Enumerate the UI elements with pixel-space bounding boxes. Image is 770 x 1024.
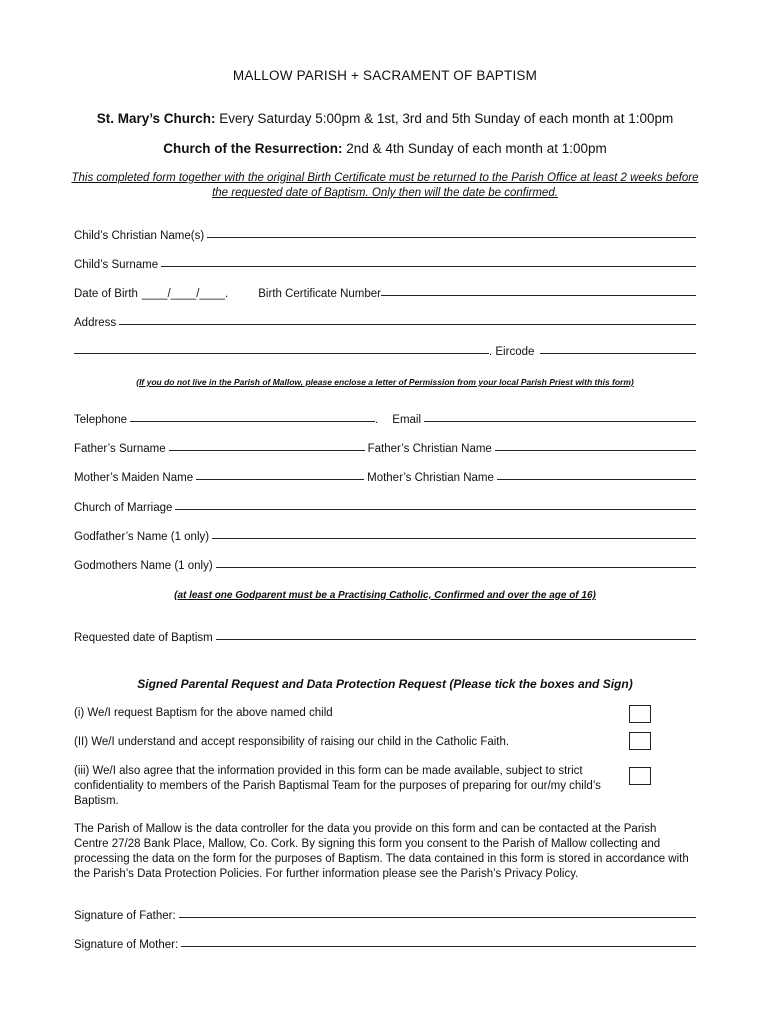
dob-label: Date of Birth [74, 288, 138, 300]
church-times: Every Saturday 5:00pm & 1st, 3rd and 5th Sunday of each month at 1:00pm [219, 111, 674, 126]
father-christian-line[interactable] [495, 449, 696, 451]
church-marriage-field[interactable] [74, 502, 696, 514]
christian-name-field[interactable] [74, 230, 696, 242]
email-line[interactable] [424, 420, 696, 422]
mother-christian-label: Mother’s Christian Name [367, 472, 494, 484]
signature-father-line[interactable] [179, 916, 696, 918]
field-label: Requested date of Baptism [74, 632, 213, 644]
mother-maiden-label: Mother’s Maiden Name [74, 472, 194, 484]
signature-mother-field[interactable] [74, 939, 696, 951]
permission-note: (If you do not live in the Parish of Mallow, please enclose a letter of Permission from your local Parish Priest with this form) [136, 377, 634, 387]
consent-item-2: (II) We/I understand and accept responsibility of raising our child in the Catholic Faith. [74, 736, 510, 748]
father-christian-label: Father’s Christian Name [367, 443, 492, 455]
father-surname-line[interactable] [169, 449, 365, 451]
requested-date-line[interactable] [216, 638, 696, 640]
field-label: Signature of Father: [74, 910, 176, 922]
godmother-line[interactable] [216, 566, 696, 568]
address-line-1[interactable] [119, 323, 696, 325]
dob-row [74, 288, 696, 300]
contact-row [74, 414, 696, 426]
address-line-2[interactable] [74, 352, 489, 354]
field-label: Godfather’s Name (1 only) [74, 531, 210, 543]
form-title: MALLOW PARISH + SACRAMENT OF BAPTISM [232, 68, 538, 83]
consent-checkbox-3[interactable] [629, 767, 651, 785]
church-marriage-line[interactable] [175, 508, 696, 510]
church-times: 2nd & 4th Sunday of each month at 1:00pm [346, 141, 607, 156]
godfather-field[interactable] [74, 531, 696, 543]
signature-father-field[interactable] [74, 910, 696, 922]
eircode-label: . Eircode [489, 346, 535, 358]
signature-mother-line[interactable] [181, 945, 696, 947]
surname-field[interactable] [74, 259, 696, 271]
field-label: Godmothers Name (1 only) [74, 560, 213, 572]
field-label: Child’s Christian Name(s) [74, 230, 205, 242]
schedule-resurrection [0, 141, 770, 156]
consent-heading: Signed Parental Request and Data Protection Request (Please tick the boxes and Sign) [137, 677, 633, 691]
birth-cert-label: Birth Certificate Number [258, 288, 381, 300]
requested-date-field[interactable] [74, 632, 696, 644]
surname-line[interactable] [161, 265, 696, 267]
consent-checkbox-2[interactable] [629, 732, 651, 750]
field-label: Signature of Mother: [74, 939, 179, 951]
telephone-label: Telephone [74, 414, 128, 426]
schedule-st-marys [0, 111, 770, 126]
consent-item-3: (iii) We/I also agree that the information provided in this form can be made available, subject to strict confidentiality to members of the Parish Baptismal Team for the purposes of preparing for our/my child’s Baptism. [74, 765, 601, 807]
data-protection-paragraph: The Parish of Mallow is the data controller for the data you provide on this form and can be contacted at the Parish Centre 27/28 Bank Place, Mallow, Co. Cork. By signing this form you consent to the Parish of Mallow collecting and processing the data on the form for the purposes of Baptism. The data contained in this form is stored in accordance with the Parish’s Data Protection Policies. For further information please see the Parish’s Privacy Policy. [74, 823, 689, 880]
dob-field[interactable]: ____/____/____. [141, 288, 229, 300]
field-label: Church of Marriage [74, 502, 173, 514]
consent-checkbox-1[interactable] [629, 705, 651, 723]
mother-maiden-line[interactable] [196, 478, 364, 480]
consent-item-1: (i) We/I request Baptism for the above named child [74, 707, 333, 719]
eircode-line[interactable] [540, 352, 696, 354]
telephone-line[interactable] [130, 420, 375, 422]
field-label: Child’s Surname [74, 259, 159, 271]
birth-cert-line[interactable] [381, 294, 696, 296]
email-label: Email [392, 414, 422, 426]
christian-name-line[interactable] [207, 236, 696, 238]
father-surname-label: Father’s Surname [74, 443, 166, 455]
father-row [74, 443, 696, 455]
mother-row [74, 472, 696, 484]
address-field[interactable] [74, 317, 696, 329]
godparent-note: (at least one Godparent must be a Practising Catholic, Confirmed and over the age of 16) [174, 590, 596, 601]
church-name: Church of the Resurrection: [163, 141, 343, 156]
field-label: Address [74, 317, 117, 329]
separator: . [375, 414, 379, 426]
address-eircode-row [74, 346, 696, 358]
church-name: St. Mary’s Church: [96, 111, 216, 126]
godfather-line[interactable] [212, 537, 696, 539]
godmother-field[interactable] [74, 560, 696, 572]
return-notice: This completed form together with the original Birth Certificate must be returned to the Parish Office at least 2 weeks before the requested date of Baptism. Only then will the date be confirmed. [71, 172, 699, 199]
mother-christian-line[interactable] [497, 478, 696, 480]
